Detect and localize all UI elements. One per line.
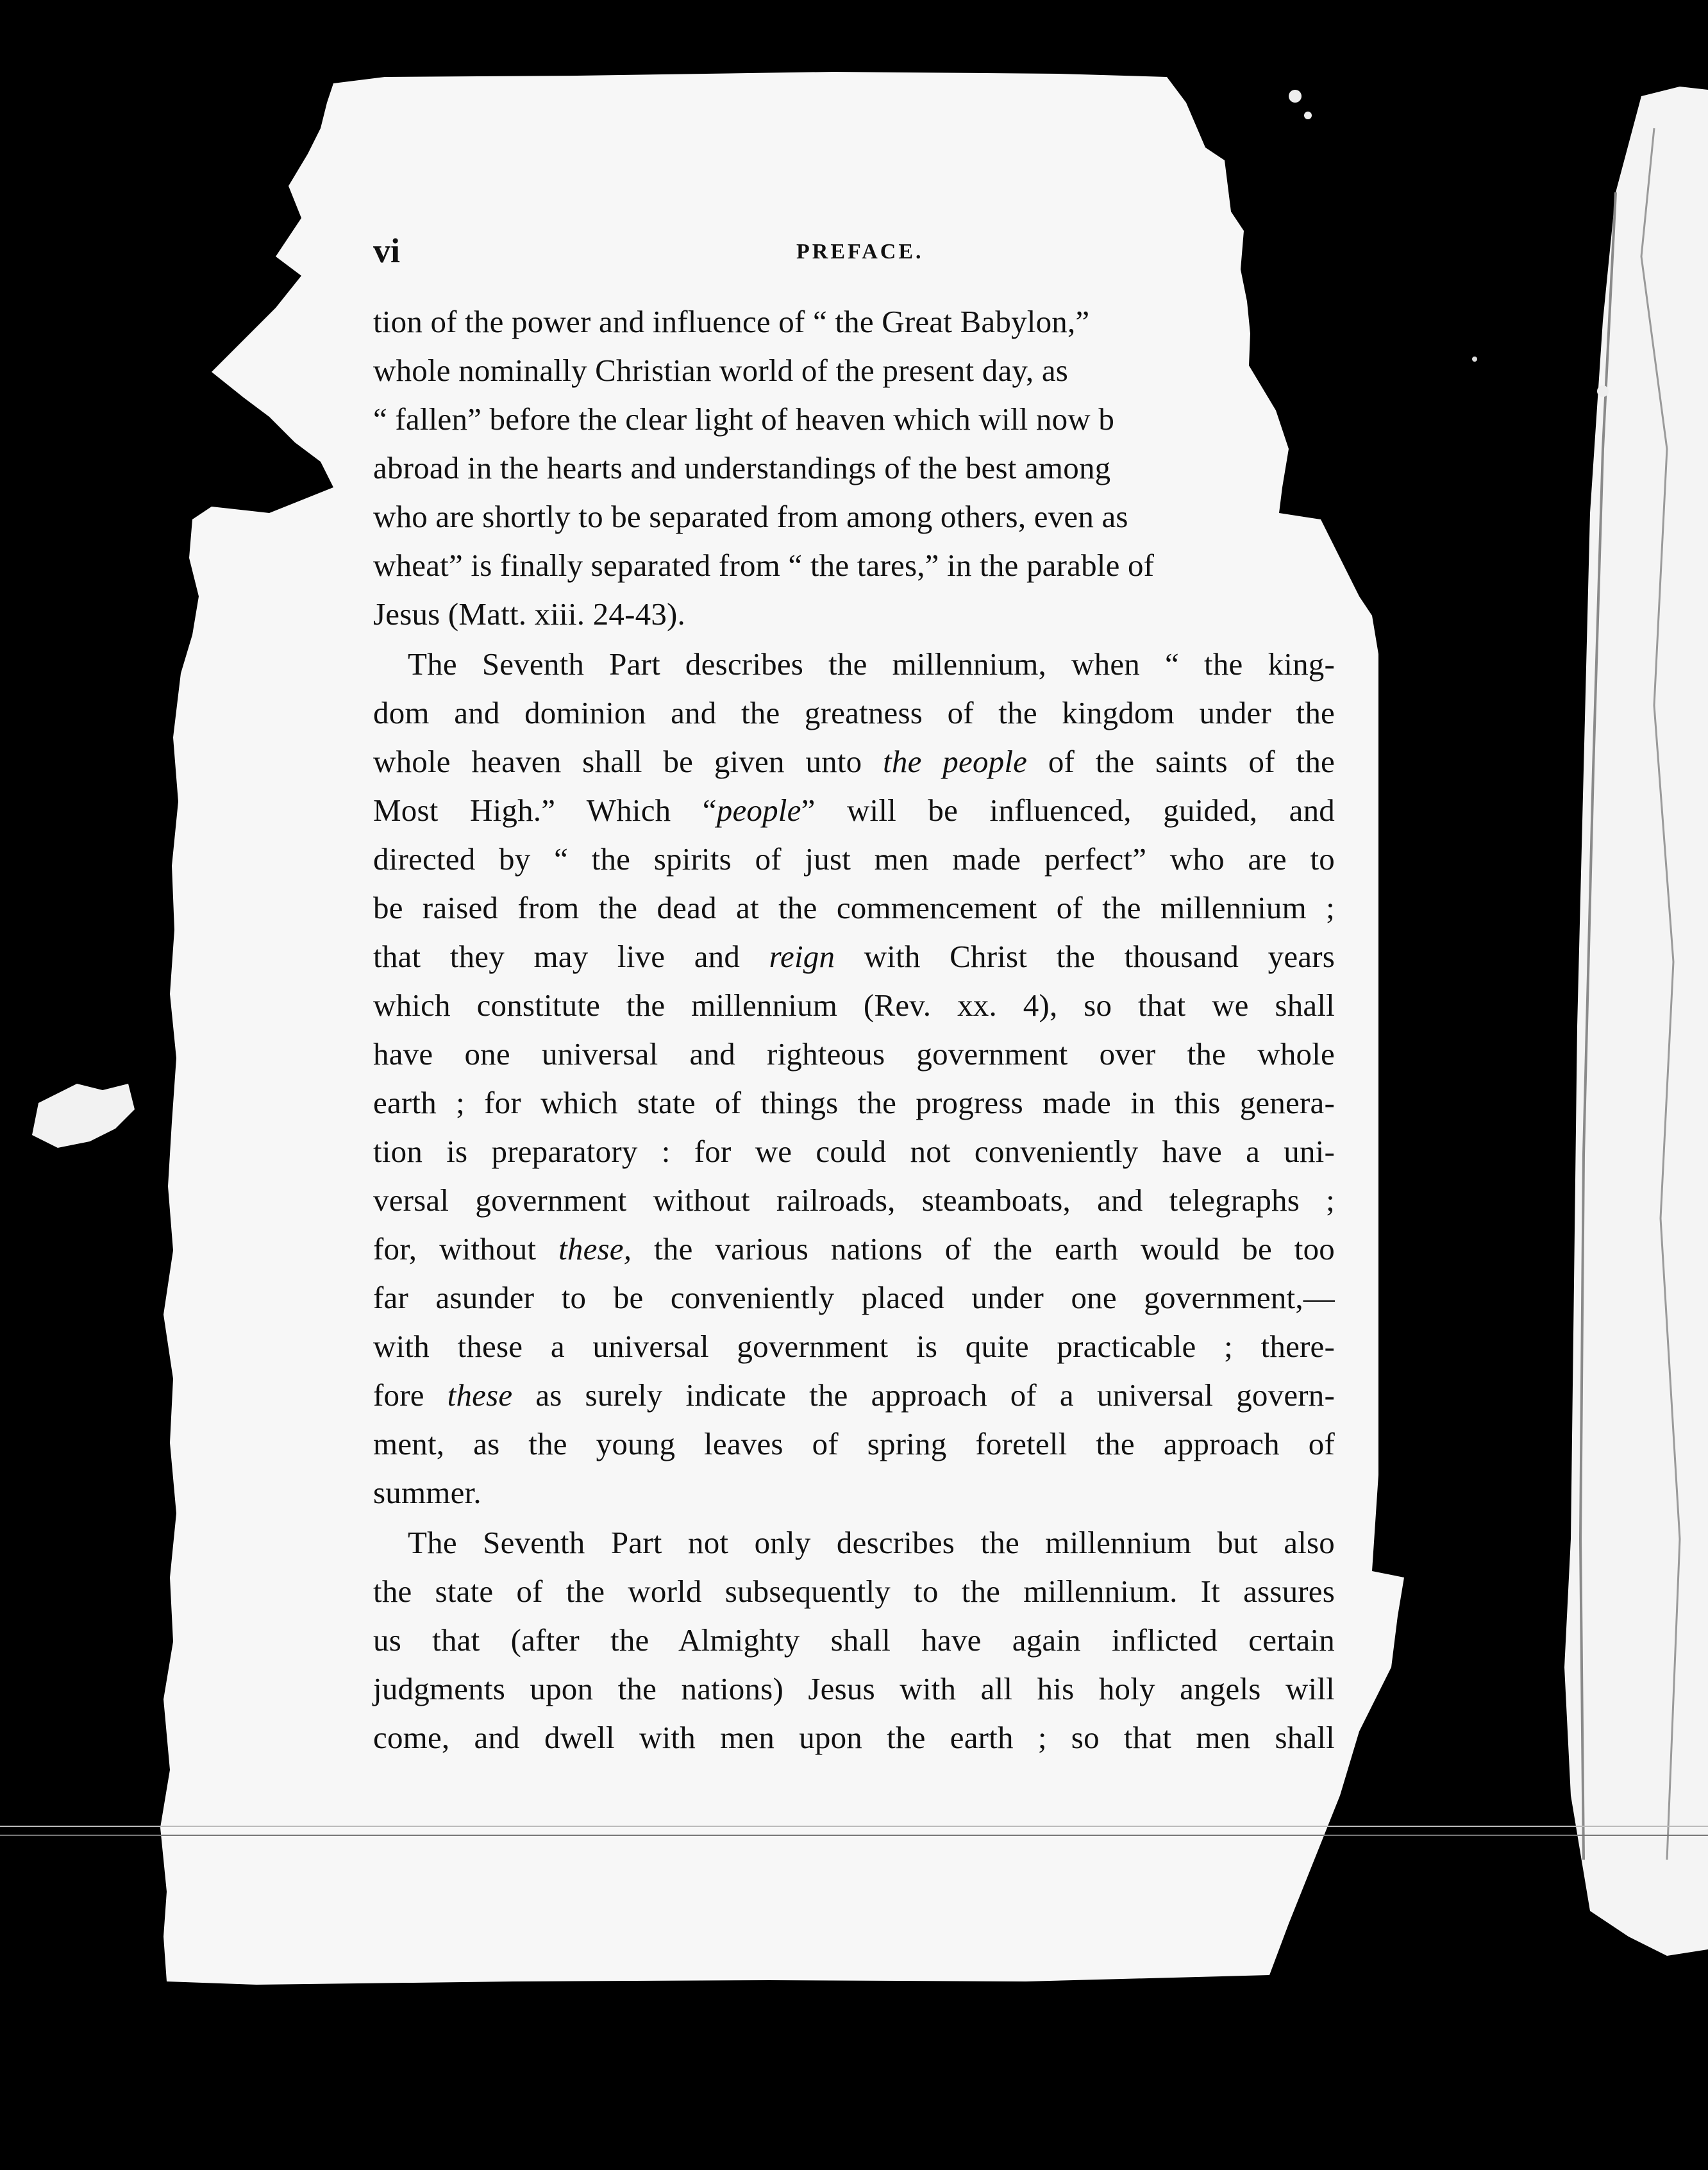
text-run: whole heaven shall be given unto (373, 744, 883, 779)
text-line: come, and dwell with men upon the earth ; so that men shall (373, 1720, 1335, 1755)
text-run: the various nations of the earth would be too (632, 1231, 1335, 1266)
text-line (373, 791, 1335, 830)
italic-run: the people (883, 744, 1028, 779)
page-header (373, 231, 1335, 276)
text-run: ” will be influenced, guided, and (801, 793, 1335, 828)
text-run: with Christ the thousand years (835, 939, 1335, 974)
italic-run: reign (769, 939, 835, 974)
text-run: of the saints of the (1027, 744, 1335, 779)
text-line: which constitute the millennium (Rev. xx. 4), so that we shall (373, 988, 1335, 1023)
italic-run: these, (558, 1231, 632, 1266)
italic-run: these (447, 1377, 513, 1413)
text-line: wheat” is finally separated from “ the tares,” in the parable of (373, 548, 1155, 583)
text-line: far asunder to be conveniently placed under one government,— (373, 1280, 1335, 1315)
text-line: summer. (373, 1475, 481, 1510)
text-line: judgments upon the nations) Jesus with all his holy angels will (373, 1671, 1335, 1706)
text-line: be raised from the dead at the commencement of the millennium ; (373, 890, 1335, 925)
text-line: directed by “ the spirits of just men made perfect” who are to (373, 841, 1335, 877)
text-line: “ fallen” before the clear light of heaven which will now b (373, 401, 1115, 437)
text-line: tion of the power and influence of “ the Great Babylon,” (373, 304, 1090, 339)
text-line: us that (after the Almighty shall have again inflicted certain (373, 1622, 1335, 1658)
text-line: tion is preparatory : for we could not conveniently have a uni- (373, 1134, 1335, 1169)
text-line (373, 743, 1335, 781)
text-line: who are shortly to be separated from among others, even as (373, 499, 1128, 534)
text-line: have one universal and righteous government over the whole (373, 1036, 1335, 1072)
text-line (373, 1376, 1335, 1415)
text-line (373, 1230, 1335, 1268)
text-run: for, without (373, 1231, 559, 1266)
italic-run: people (716, 793, 801, 828)
text-line: earth ; for which state of things the progress made in this genera- (373, 1085, 1335, 1120)
text-line: abroad in the hearts and understandings of the best among (373, 450, 1111, 485)
text-line: whole nominally Christian world of the present day, as (373, 353, 1069, 388)
text-line: The Seventh Part not only describes the millennium but also (408, 1525, 1335, 1560)
text-line (373, 938, 1335, 976)
text-line: dom and dominion and the greatness of the kingdom under the (373, 695, 1335, 730)
running-head: PREFACE. (796, 240, 924, 264)
page-number: vi (373, 231, 401, 270)
text-run: Most High.” Which “ (373, 793, 717, 828)
text-run: as surely indicate the approach of a universal govern- (512, 1377, 1335, 1413)
text-line: versal government without railroads, steamboats, and telegraphs ; (373, 1182, 1335, 1218)
text-line: Jesus (Matt. xiii. 24-43). (373, 596, 685, 632)
text-line: The Seventh Part describes the millennium, when “ the king- (408, 646, 1335, 682)
text-line: ment, as the young leaves of spring foretell the approach of (373, 1426, 1335, 1461)
text-line: with these a universal government is quite practicable ; there- (373, 1329, 1335, 1364)
text-line: the state of the world subsequently to the millennium. It assures (373, 1574, 1335, 1609)
text-run: fore (373, 1377, 448, 1413)
text-run: that they may live and (373, 939, 769, 974)
